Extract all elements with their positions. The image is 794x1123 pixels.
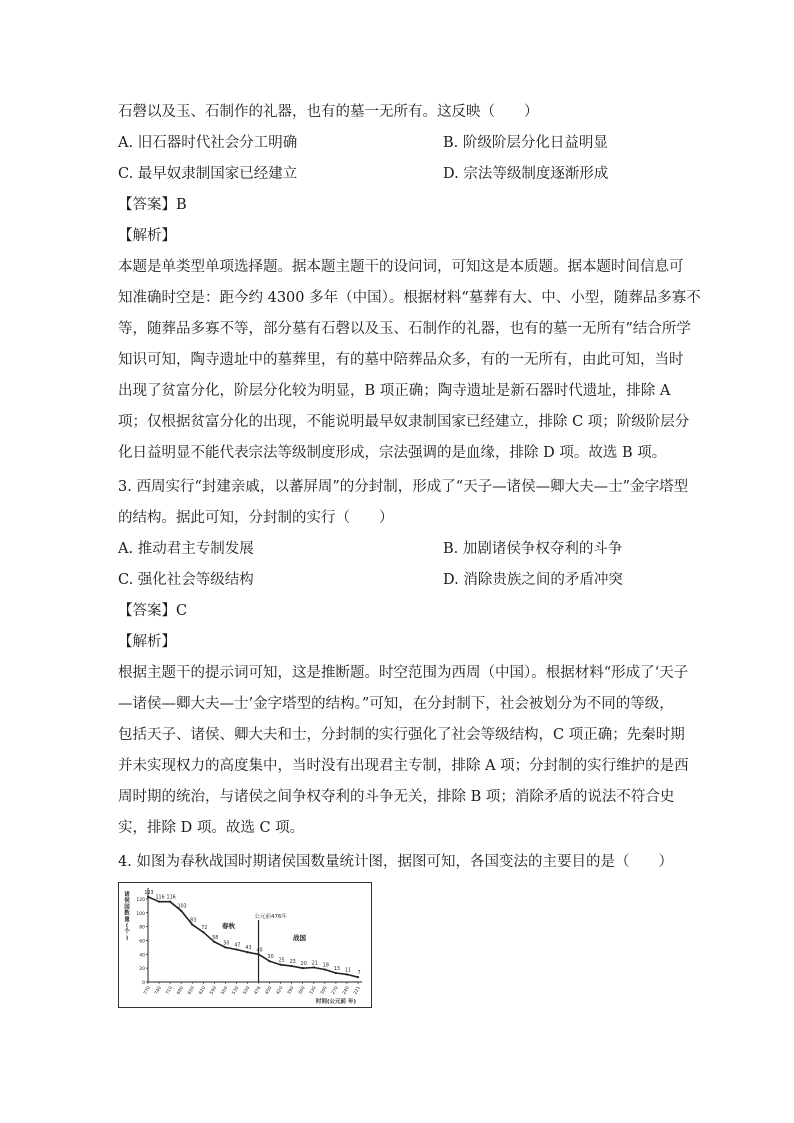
data-point [224, 946, 226, 948]
x-tick-label: 590 [209, 985, 219, 996]
q2-stem-tail: 石磬以及玉、石制作的礼器，也有的墓一无所有。这反映（ ） [118, 104, 539, 120]
q2-analysis-line: 等，随葬品多寡不等，部分墓有石磬以及玉、石制作的礼器，也有的墓一无所有”结合所学 [118, 321, 691, 337]
data-point [147, 896, 149, 898]
data-point [280, 964, 282, 966]
data-label: 13 [333, 967, 340, 972]
data-label: 30 [267, 955, 274, 961]
x-tick-label: 420 [275, 985, 285, 996]
data-point [213, 941, 215, 943]
data-point [235, 948, 237, 950]
q3-option-b[interactable]: B. 加剧诸侯争权夺利的斗争 [443, 541, 623, 557]
x-tick-label: 330 [309, 985, 318, 996]
period-label-spring-autumn: 春秋 [222, 922, 235, 930]
q3-option-a[interactable]: A. 推动君主专制发展 [118, 541, 254, 557]
x-tick-label: 560 [220, 985, 230, 996]
data-point [302, 967, 304, 969]
data-point [246, 951, 248, 953]
y-axis-label-char: 量 [124, 916, 130, 923]
data-point [268, 960, 270, 962]
data-point [169, 901, 171, 903]
q3-analysis-label: 【解析】 [118, 634, 176, 650]
q2-option-a[interactable]: A. 旧石器时代社会分工明确 [118, 135, 298, 151]
data-label: 50 [223, 941, 230, 947]
x-tick-label: 530 [231, 985, 241, 996]
data-label: 116 [166, 895, 176, 901]
q3-stem-line: 的结构。据此可知，分封制的实行（ ） [118, 510, 394, 526]
data-label: 123 [144, 890, 154, 896]
q3-stem-line: 3. 西周实行“封建亲戚，以蕃屏周”的分封制，形成了“天子—诸侯—卿大夫—士”金字塔型 [118, 479, 689, 495]
data-point [158, 901, 160, 903]
y-axis-label-char: 诸 [124, 892, 130, 898]
q3-analysis-line: —诸侯—卿大夫—士’金字塔型的结构。”可知，在分封制下，社会被划分为不同的等级， [118, 696, 674, 712]
q2-analysis-line: 化日益明显不能代表宗法等级制度形成，宗法强调的是血缘，排除 D 项。故选 B 项。 [118, 445, 667, 461]
data-point [180, 910, 182, 912]
x-tick-label: 390 [286, 985, 296, 996]
data-label: 83 [190, 918, 197, 924]
data-point [291, 965, 293, 967]
q2-option-c[interactable]: C. 最早奴隶制国家已经建立 [118, 166, 298, 182]
q4-stem: 4. 如图为春秋战国时期诸侯国数量统计图，据图可知，各国变法的主要目的是（ ） [118, 854, 673, 870]
q2-analysis-label: 【解析】 [118, 228, 176, 244]
data-point [346, 973, 348, 975]
q2-analysis-line: 项；仅根据贫富分化的出现，不能说明最早奴隶制国家已经建立，排除 C 项；阶级阶层分 [118, 414, 690, 430]
x-tick-label: 620 [198, 985, 208, 996]
period-label-warring-states: 战国 [293, 934, 306, 942]
data-label: 116 [155, 895, 165, 901]
data-label: 11 [344, 968, 352, 974]
data-label: 43 [245, 946, 252, 952]
x-tick-label: 710 [165, 985, 174, 996]
data-label: 103 [177, 904, 187, 910]
y-axis-label-char: ( [125, 923, 129, 929]
data-label: 21 [311, 961, 318, 967]
data-label: 23 [289, 960, 296, 966]
data-point [313, 966, 315, 968]
q3-analysis-line: 并未实现权力的高度集中，当时没有出现君主专制，排除 A 项；分封制的实行维护的是西 [118, 758, 689, 774]
x-axis-label: 时间(公元前 年) [316, 999, 356, 1005]
x-tick-label: 270 [331, 985, 340, 996]
y-tick-label: 80 [139, 925, 145, 931]
y-tick-label: 40 [139, 953, 145, 959]
q3-analysis-line: 根据主题干的提示词可知，这是推断题。时空范围为西周（中国）。根据材料“形成了‘天子 [118, 665, 689, 681]
data-label: 25 [278, 958, 285, 964]
data-label: 18 [322, 963, 329, 969]
y-axis-label-char: 数 [124, 910, 130, 917]
x-tick-label: 476 [253, 985, 263, 996]
q2-answer: 【答案】B [118, 197, 187, 213]
q2-analysis-line: 出现了贫富分化，阶层分化较为明显，B 项正确；陶寺遗址是新石器时代遗址，排除 A [118, 383, 671, 399]
q3-option-c[interactable]: C. 强化社会等级结构 [118, 572, 254, 588]
x-tick-label: 360 [297, 985, 307, 996]
x-tick-label: 500 [242, 985, 252, 996]
q2-option-d[interactable]: D. 宗法等级制度逐渐形成 [443, 166, 609, 182]
q3-answer: 【答案】C [118, 603, 188, 619]
q3-analysis-line: 包括天子、诸侯、卿大夫和士，分封制的实行强化了社会等级结构，C 项正确；先秦时期 [118, 727, 685, 743]
q2-option-b[interactable]: B. 阶级阶层分化日益明显 [443, 135, 608, 151]
q2-analysis-line: 知识可知，陶寺遗址中的墓葬里，有的墓中陪葬品众多，有的一无所有，由此可知，当时 [118, 352, 684, 368]
data-point [202, 931, 204, 933]
y-axis-label-char: ) [125, 935, 129, 942]
x-tick-label: 650 [187, 985, 197, 996]
y-axis-label-char: 侯 [124, 898, 130, 905]
q2-analysis-line: 本题是单类型单项选择题。据本题主题干的设问词，可知这是本质题。据本题时间信息可 [118, 259, 684, 275]
data-point [335, 972, 337, 974]
q3-analysis-line: 周时期的统治，与诸侯之间争权夺利的斗争无关，排除 B 项；消除矛盾的说法不符合史 [118, 789, 675, 805]
x-tick-label: 680 [176, 985, 186, 996]
q2-analysis-line: 知准确时空是：距今约 4300 多年（中国）。根据材料“墓葬有大、中、小型，随葬品多寡不 [118, 290, 701, 306]
y-tick-label: 100 [136, 911, 145, 917]
x-tick-label: 450 [264, 985, 274, 996]
data-point [324, 968, 326, 970]
q3-option-d[interactable]: D. 消除贵族之间的矛盾冲突 [443, 572, 623, 588]
data-label: 7 [357, 971, 361, 977]
y-tick-label: 120 [136, 897, 145, 903]
y-tick-label: 20 [139, 967, 145, 973]
y-axis-label-char: 个 [124, 929, 130, 936]
data-label: 20 [300, 962, 307, 968]
x-tick-label: 740 [154, 985, 163, 996]
x-tick-label: 221 [353, 985, 362, 996]
q3-analysis-line: 实，排除 D 项。故选 C 项。 [118, 820, 305, 836]
data-label: 72 [201, 926, 208, 932]
x-tick-label: 240 [342, 985, 351, 996]
y-tick-label: 60 [139, 939, 145, 945]
data-label: 40 [256, 948, 263, 954]
data-label: 58 [212, 935, 219, 941]
data-point [357, 976, 359, 978]
state-count-chart [118, 882, 372, 1008]
data-label: 47 [234, 943, 241, 949]
data-point [257, 953, 259, 955]
divider-label: 公元前476年 [254, 914, 288, 920]
y-tick-label: 0 [142, 981, 145, 986]
y-axis-label-char: 国 [124, 904, 130, 911]
x-tick-label: 300 [320, 985, 329, 996]
x-tick-label: 770 [143, 985, 152, 996]
data-point [191, 923, 193, 925]
